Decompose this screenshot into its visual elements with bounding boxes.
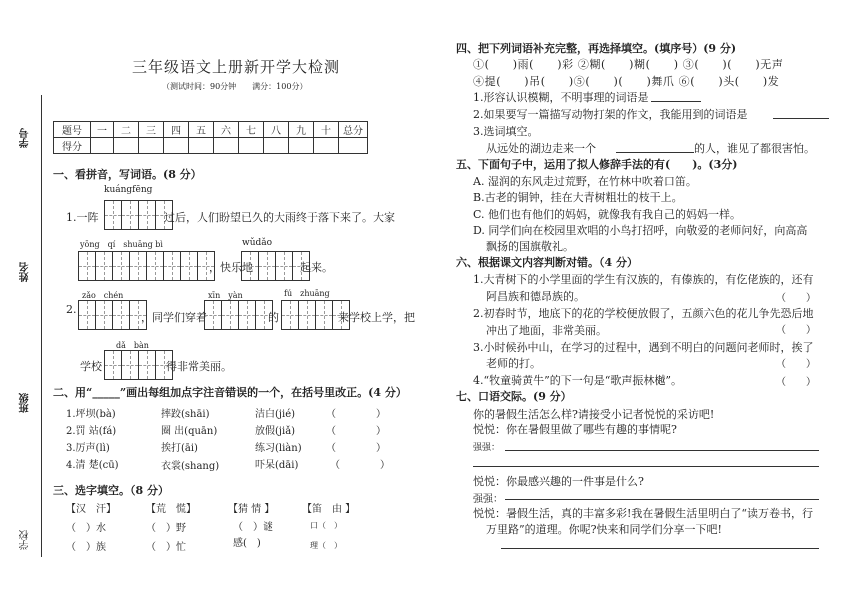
section-5-title: 五、下面句子中，运用了拟人修辞手法的有( )。(3分) (456, 158, 738, 171)
school-label: 学校 (20, 530, 31, 550)
answer-paren[interactable]: （ ） (326, 426, 386, 437)
pinyin-item: 3.厉声(lì) (66, 443, 110, 454)
sentence-text: 起来。 (300, 261, 333, 274)
section-2-title: 二、用“_____”画出每组加点字注音错误的一个，在括号里改正。(4 分） (53, 386, 407, 399)
pinyin: zǎo chén (82, 291, 124, 300)
question-text: 1.形容认识模糊，不明事理的词语是 (473, 91, 649, 104)
score-cell[interactable] (214, 138, 239, 154)
sentence-text: 1.一阵 (66, 211, 99, 224)
pinyin-item: 吓呆(dāi) (255, 460, 299, 471)
score-cell[interactable] (114, 138, 139, 154)
answer-line[interactable] (773, 118, 829, 119)
dialog-line: 悦悦：暑假生活，真的丰富多彩!我在暑假生活里明白了“读万卷书，行 (473, 507, 814, 520)
dialog-line: 悦悦：你在暑假里做了哪些有趣的事情呢? (473, 423, 677, 436)
char-blank[interactable]: 感( ) (233, 538, 261, 549)
judge-item: 2.初春时节，地底下的花的学校便放假了，五颜六色的花儿争先恐后地 (473, 307, 814, 320)
answer-line[interactable] (651, 101, 701, 102)
score-header-cell: 五 (189, 122, 214, 138)
pinyin-item: 4.清 楚(cū) (66, 460, 119, 471)
score-header-cell: 总分 (339, 122, 368, 138)
score-header-cell: 十 (314, 122, 339, 138)
score-header-cell: 六 (214, 122, 239, 138)
pinyin-item: 挨打(āi) (161, 443, 198, 454)
sentence-text: 2. (66, 303, 77, 316)
judge-paren[interactable]: （ ） (776, 293, 816, 304)
option-a[interactable]: A. 湿润的东风走过荒野，在竹林中吹着口笛。 (473, 175, 697, 188)
score-row-label: 得分 (54, 138, 91, 154)
writing-grid[interactable] (78, 300, 147, 330)
option-b[interactable]: B.古老的铜钟，挂在大青树粗壮的枝干上。 (473, 191, 683, 204)
char-blank[interactable]: （ ）族 (66, 542, 106, 553)
score-header-cell: 三 (139, 122, 164, 138)
score-cell[interactable] (339, 138, 368, 154)
pinyin: yōng qí shuāng bì (80, 240, 163, 249)
option-d-cont: 飘扬的国旗敬礼。 (486, 240, 574, 253)
question-text: 2.如果要写一篇描写动物打架的作文，我能用到的词语是 (473, 108, 748, 121)
char-blank[interactable]: 口（ ） (310, 521, 342, 530)
dialog-line: 悦悦：你最感兴趣的一件事是什么? (473, 475, 644, 488)
sentence-text: 过后，人们盼望已久的大雨终于落下来了。大家 (164, 211, 395, 224)
score-cell[interactable] (164, 138, 189, 154)
score-header-cell: 四 (164, 122, 189, 138)
writing-grid[interactable] (104, 350, 173, 380)
student-no-label: 学号 (20, 128, 31, 148)
page-subtitle: （测试时间：90分钟 满分：100分） (162, 82, 308, 91)
page-title: 三年级语文上册新开学大检测 (132, 58, 341, 76)
writing-grid[interactable] (204, 300, 273, 330)
judge-item: 1.大青树下的小学里面的学生有汉族的，有傣族的，有仡佬族的，还有 (473, 273, 814, 286)
score-header-cell: 八 (264, 122, 289, 138)
sentence-text: 得非常美丽。 (166, 360, 232, 373)
sentence-text: ，同学们穿着 (141, 311, 207, 324)
char-group-head: 【笛 由 】 (302, 504, 356, 515)
writing-grid[interactable] (78, 251, 215, 281)
dialog-line: 你的暑假生活怎么样?请接受小记者悦悦的采访吧! (473, 408, 715, 421)
sentence-text: 学校 (80, 360, 102, 373)
section-7-title: 七、口语交际。(9 分） (456, 390, 572, 403)
score-header-cell: 一 (91, 122, 114, 138)
pinyin-item: 1.坪坝(bà) (66, 409, 116, 420)
binding-line (41, 95, 42, 557)
score-cell[interactable] (139, 138, 164, 154)
option-c[interactable]: C. 他们也有他们的妈妈，就像我有我自己的妈妈一样。 (473, 208, 742, 221)
pinyin-item: 圈 出(quān) (161, 426, 218, 437)
writing-grid[interactable] (104, 200, 173, 230)
char-blank[interactable]: （ ）忙 (146, 542, 186, 553)
pinyin: fú zhuāng (284, 289, 330, 298)
score-cell[interactable] (91, 138, 114, 154)
judge-paren[interactable]: （ ） (776, 377, 816, 388)
name-label: 姓名 (20, 262, 31, 282)
answer-paren[interactable]: （ ） (326, 409, 386, 420)
score-header-cell: 九 (289, 122, 314, 138)
judge-item: 阿昌族和德昂族的。 (486, 290, 585, 303)
char-group-head: 【荒 慌】 (146, 504, 196, 515)
sentence-text: 的 (268, 311, 279, 324)
score-cell[interactable] (264, 138, 289, 154)
judge-paren[interactable]: （ ） (776, 325, 816, 336)
idiom-row[interactable]: ①( )雨( )彩 ②糊( )糊( ) ③( )( )无声 (473, 58, 784, 71)
pinyin: xīn yàn (208, 291, 243, 300)
pinyin-item: 衣裳(shang) (161, 461, 220, 472)
score-table (53, 121, 368, 154)
judge-item: 冲出了地面，非常美丽。 (486, 324, 607, 337)
answer-line[interactable] (473, 466, 819, 467)
judge-item: 3.小时候孙中山，在学习的过程中，遇到不明白的问题问老师时，挨了 (473, 341, 814, 354)
score-header-cell: 二 (114, 122, 139, 138)
section-3-title: 三、选字填空。（8 分） (53, 484, 169, 497)
score-cell[interactable] (189, 138, 214, 154)
char-blank[interactable]: 理（ ） (310, 541, 342, 550)
section-6-title: 六、根据课文内容判断对错。（4 分） (456, 256, 638, 269)
pinyin: wǔdǎo (242, 238, 273, 248)
pinyin-item: 摔跤(shāi) (161, 409, 210, 420)
question-text: 3.选词填空。 (473, 125, 539, 138)
section-4-title: 四、把下列词语补充完整，再选择填空。(填序号）(9 分) (456, 42, 737, 55)
score-cell[interactable] (289, 138, 314, 154)
answer-paren[interactable]: （ ） (326, 443, 386, 454)
char-group-head: 【汉 汗】 (66, 504, 116, 515)
char-group-head: 【猜 情 】 (228, 504, 275, 515)
answer-line[interactable] (505, 499, 819, 500)
sentence-text: 来学校上学，把 (338, 311, 415, 324)
char-blank[interactable]: （ ）谜 (233, 522, 273, 533)
pinyin-item: 洁白(jié) (255, 409, 296, 420)
pinyin: kuángfēng (104, 185, 153, 195)
answer-line[interactable] (505, 450, 819, 451)
pinyin-item: 练习(liàn) (255, 443, 302, 454)
pinyin: dǎ bàn (116, 341, 149, 350)
sentence-text: ，快乐地 (209, 261, 253, 274)
char-blank[interactable]: （ ）水 (66, 523, 106, 534)
speaker-label: 强强： (473, 443, 501, 453)
judge-paren[interactable]: （ ） (776, 359, 816, 370)
char-blank[interactable]: （ ）野 (146, 523, 186, 534)
speaker-label: 强强： (473, 494, 503, 505)
idiom-row[interactable]: ④提( )吊( )⑤( )( )舞爪 ⑥( )头( )发 (473, 75, 780, 88)
pinyin-item: 放假(jiǎ) (255, 426, 296, 437)
class-label: 班级 (20, 393, 31, 413)
judge-item: 4.“牧童骑黄牛”的下一句是“歌声振林樾”。 (473, 374, 682, 387)
score-cell[interactable] (314, 138, 339, 154)
dialog-line: 万里路”的道理。你呢?快来和同学们分享一下吧! (486, 523, 722, 536)
score-cell[interactable] (239, 138, 264, 154)
score-header-cell: 题号 (54, 122, 91, 138)
judge-item: 老师的打。 (486, 357, 541, 370)
question-text: 的人，谁见了都很害怕。 (694, 142, 815, 155)
answer-paren[interactable]: （ ） (330, 460, 390, 471)
question-text: 从远处的湖边走来一个 (486, 142, 596, 155)
answer-line[interactable] (501, 548, 819, 549)
section-1-title: 一、看拼音，写词语。(8 分） (53, 168, 202, 181)
answer-line[interactable] (616, 152, 694, 153)
score-header-cell: 七 (239, 122, 264, 138)
pinyin-item: 2.罚 站(fá) (66, 426, 117, 437)
option-d[interactable]: D. 同学们向在校园里欢唱的小鸟打招呼，向敬爱的老师问好，向高高 (473, 224, 808, 237)
